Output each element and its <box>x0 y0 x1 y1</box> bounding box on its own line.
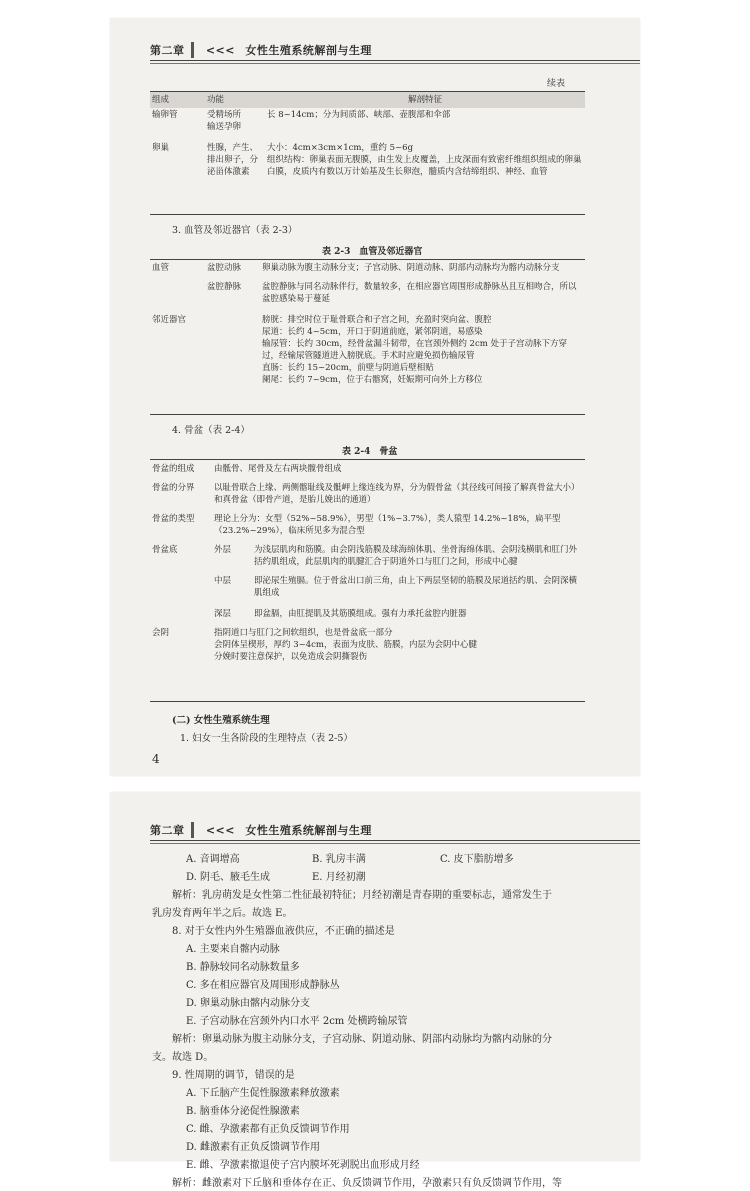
table-top-rule <box>150 259 585 260</box>
section-heading-1: 1. 妇女一生各阶段的生理特点（表 2-5） <box>180 733 353 744</box>
table-caption-2-3: 表 2-3 血管及邻近器官 <box>322 247 423 257</box>
cell-description: 膀胱：排空时位于耻骨联合和子宫之间，充盈时突向盆、腹腔 尿道：长约 4~5cm，开口于阴道前庭，紧邻阴道，易感染 输尿管：长约 30cm，经骨盆漏斗韧带，在宫颈外侧约 2cm 处于子宫动脉下方穿过，经输尿管隧道进入膀胱底。手术时应避免损伤输尿管 直肠：长约 15~20cm，前壁与阴道后壁相贴 阑尾：长约 7~9cm，位于右髂窝，妊娠期可向外上方移位 <box>262 315 567 385</box>
cell-description: 即泌尿生殖膈。位于骨盆出口前三角，由上下两层坚韧的筋膜及尿道括约肌、会阴深横肌组成 <box>254 576 578 598</box>
analysis-text: 支。故选 D。 <box>152 1052 214 1063</box>
cell-sub: 深层 <box>214 609 232 619</box>
cell-description: 指阴道口与肛门之间软组织，也是骨盆底一部分 会阴体呈楔形，厚约 3~4cm，表面为皮肤、筋膜，内层为会阴中心腱 分娩时要注意保护，以免造成会阴撕裂伤 <box>214 628 477 662</box>
table-row <box>150 600 585 621</box>
book-page-1 <box>110 18 640 776</box>
table-row <box>150 569 585 600</box>
cell-description: 卵巢动脉为腹主动脉分支；子宫动脉、阴道动脉、阴部内动脉均为髂内动脉分支 <box>262 263 560 273</box>
option-c: C. 皮下脂肪增多 <box>440 854 514 865</box>
table-2-2-continued <box>150 92 585 196</box>
running-header <box>150 822 640 840</box>
table-row <box>150 275 585 306</box>
table-row <box>150 134 585 196</box>
cell-name: 骨盆的分界 <box>152 483 195 493</box>
table-caption-2-4: 表 2-4 骨盆 <box>342 447 398 457</box>
option-c: C. 雌、孕激素都有正负反馈调节作用 <box>186 1124 350 1135</box>
table-header-row <box>150 92 585 108</box>
chapter-title: 女性生殖系统解剖与生理 <box>245 824 372 837</box>
cell-description: 理论上分为：女型（52%~58.9%），男型（1%~3.7%），类人猿型 14.2%~18%，扁平型（23.2%~29%），临床所见多为混合型 <box>214 514 561 536</box>
cell-name: 骨盆的组成 <box>152 464 195 474</box>
table-row <box>150 261 585 275</box>
cell-description: 大小：4cm×3cm×1cm，重约 5~6g 组织结构：卵巢表面无腹膜，由生发上皮覆盖，上皮深面有致密纤维组织组成的卵巢白膜，皮质内有数以万计始基及生长卵泡，髓质内含结缔组织、神经、血管 <box>267 143 582 177</box>
cell-description: 以耻骨联合上缘、两侧髂耻线及骶岬上缘连线为界，分为假骨盆（其径线可间接了解真骨盆大小）和真骨盆（即骨产道，是胎儿娩出的通道） <box>214 483 580 505</box>
header-cell: 组成 <box>150 92 205 108</box>
cell-description: 盆腔静脉与同名动脉伴行，数量较多，在相应器官周围形成静脉丛且互相吻合，所以盆腔感染易于蔓延 <box>262 282 577 304</box>
table-row <box>150 306 585 387</box>
book-page-2 <box>110 792 640 1189</box>
section-heading-3: 3. 血管及邻近器官（表 2-3） <box>172 225 298 236</box>
chapter-label: 第二章 <box>150 42 194 58</box>
header-rule <box>150 840 640 841</box>
cell-description: 即盆膈，由肛提肌及其筋膜组成。强有力承托盆腔内脏器 <box>254 609 467 619</box>
header-rule-thin <box>150 63 640 64</box>
table-2-3 <box>150 261 585 387</box>
option-d: D. 阴毛、腋毛生成 <box>186 872 271 883</box>
option-a: A. 音调增高 <box>186 854 240 865</box>
analysis-text: 乳房发育两年半之后。故选 E。 <box>152 908 293 919</box>
header-arrows: <<< <box>205 44 235 57</box>
cell-name: 卵巢 <box>152 143 170 153</box>
header-rule-thin <box>150 843 640 844</box>
question-9: 9. 性周期的调节，错误的是 <box>172 1070 295 1081</box>
cell-name: 骨盆的类型 <box>152 514 195 524</box>
option-a: A. 下丘脑产生促性腺激素释放激素 <box>186 1088 340 1099</box>
option-d: D. 卵巢动脉由髂内动脉分支 <box>186 998 311 1009</box>
table-2-4 <box>150 462 585 664</box>
header-cell: 功能 <box>205 92 265 108</box>
option-b: B. 静脉较同名动脉数量多 <box>186 962 300 973</box>
table-top-rule <box>150 459 585 460</box>
cell-function: 性腺，产生、排出卵子，分泌甾体激素 <box>207 143 259 177</box>
cell-name: 会阴 <box>152 628 170 638</box>
analysis-text: 解析：乳房萌发是女性第二性征最初特征；月经初潮是青春期的重要标志，通常发生于 <box>172 890 552 901</box>
option-e: E. 月经初潮 <box>312 872 366 883</box>
cell-sub: 中层 <box>214 576 232 586</box>
table-bottom-rule <box>150 414 585 415</box>
option-b: B. 脑垂体分泌促性腺激素 <box>186 1106 300 1117</box>
option-b: B. 乳房丰满 <box>312 854 366 865</box>
table-bottom-rule <box>150 701 585 702</box>
analysis-text: 解析：卵巢动脉为腹主动脉分支，子宫动脉、阴道动脉、阴部内动脉均为髂内动脉的分 <box>172 1034 552 1045</box>
cell-name <box>150 600 212 621</box>
section-heading-4: 4. 骨盆（表 2-4） <box>172 425 250 436</box>
cell-description: 长 8~14cm；分为间质部、峡部、壶腹部和伞部 <box>267 110 451 120</box>
option-d: D. 雌激素有正负反馈调节作用 <box>186 1142 321 1153</box>
chapter-label: 第二章 <box>150 822 194 838</box>
cell-description: 由骶骨、尾骨及左右两块髋骨组成 <box>214 464 342 474</box>
cell-sub: 盆腔静脉 <box>207 282 242 292</box>
cell-name <box>150 275 205 306</box>
table-row <box>150 108 585 134</box>
cell-name: 输卵管 <box>152 110 178 120</box>
cell-name <box>150 569 212 600</box>
table-bottom-rule <box>150 214 585 215</box>
header-cell: 解剖特征 <box>265 92 585 108</box>
cell-name: 骨盆底 <box>152 545 178 555</box>
cell-sub: 外层 <box>214 545 232 555</box>
table-row <box>150 507 585 538</box>
question-8: 8. 对于女性内外生殖器血液供应，不正确的描述是 <box>172 926 395 937</box>
section-heading-physiology: (二) 女性生殖系统生理 <box>172 715 270 726</box>
cell-name: 血管 <box>152 263 170 273</box>
page-number: 4 <box>152 752 160 766</box>
cell-function: 受精场所 输送孕卵 <box>207 110 242 132</box>
cell-sub <box>205 306 260 387</box>
table-row <box>150 538 585 569</box>
cell-name: 邻近器官 <box>152 315 187 325</box>
table-row <box>150 621 585 664</box>
option-e: E. 子宫动脉在宫颈外内口水平 2cm 处横跨输尿管 <box>186 1016 408 1027</box>
running-header <box>150 42 640 60</box>
table-row <box>150 476 585 507</box>
option-e: E. 雌、孕激素撤退使子宫内膜坏死剥脱出血形成月经 <box>186 1160 420 1171</box>
table-row <box>150 462 585 476</box>
header-arrows: <<< <box>205 824 235 837</box>
cell-sub: 盆腔动脉 <box>207 263 242 273</box>
analysis-text: 解析：雌激素对下丘脑和垂体存在正、负反馈调节作用，孕激素只有负反馈调节作用，等 <box>172 1178 562 1189</box>
table-continued-label: 续表 <box>546 79 565 89</box>
option-a: A. 主要来自髂内动脉 <box>186 944 280 955</box>
header-rule <box>150 60 640 61</box>
option-c: C. 多在相应器官及周围形成静脉丛 <box>186 980 340 991</box>
chapter-title: 女性生殖系统解剖与生理 <box>245 44 372 57</box>
cell-description: 为浅层肌肉和筋膜。由会阴浅筋膜及球海绵体肌、坐骨海绵体肌、会阴浅横肌和肛门外括约肌组成，此层肌肉的肌腱汇合于阴道外口与肛门之间，形成中心腱 <box>254 545 578 567</box>
